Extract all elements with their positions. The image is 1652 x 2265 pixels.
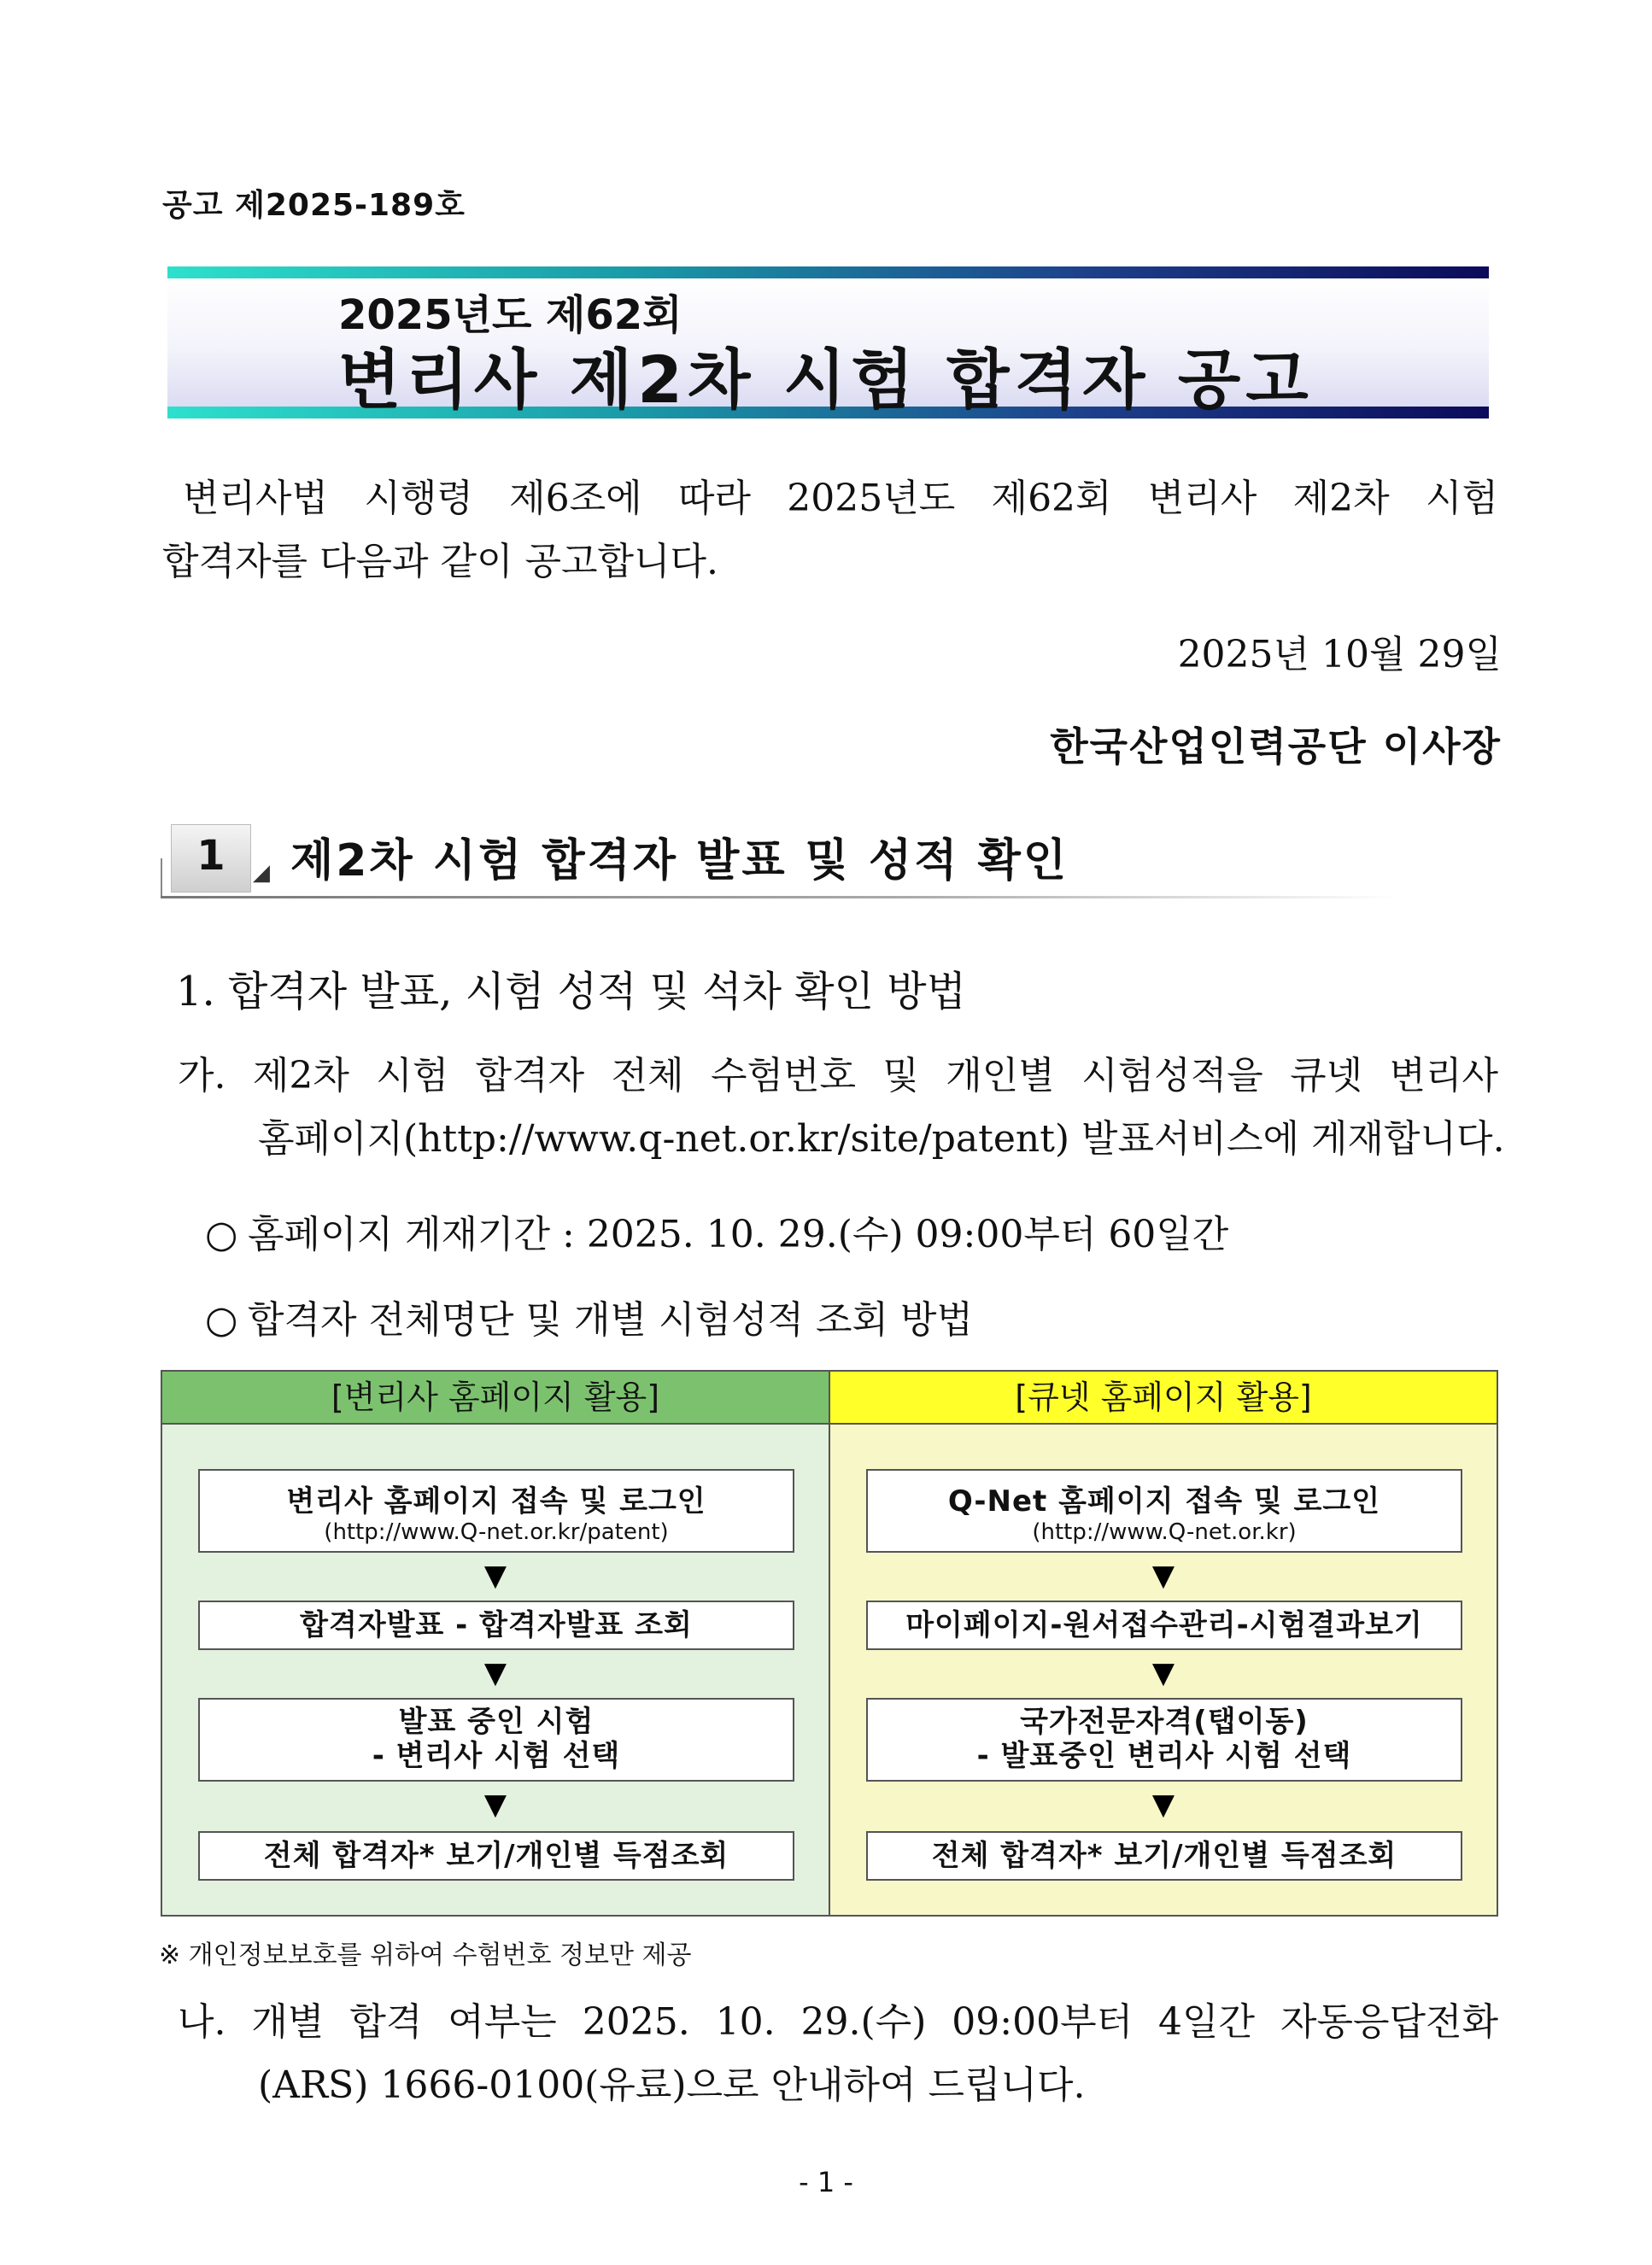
flow-step-select-exam xyxy=(866,1698,1462,1782)
flow-step-url: (http://www.Q-net.or.kr) xyxy=(1032,1519,1297,1545)
flow-step-results xyxy=(198,1601,794,1650)
flow-step-title: 합격자발표 - 합격자발표 조회 xyxy=(300,1608,693,1642)
notice-date: 2025년 10월 29일 xyxy=(1177,633,1502,676)
section-number: 1 xyxy=(196,832,226,880)
section-title: 제2차 시험 합격자 발표 및 성적 확인 xyxy=(290,835,1069,887)
flow-step-title: 전체 합격자* 보기/개인별 득점조회 xyxy=(931,1839,1397,1873)
item-ga-line-2: 홈페이지(http://www.q-net.or.kr/site/patent) 발표서비스에 게재합니다. xyxy=(258,1117,1505,1161)
page-title: 변리사 제2차 시험 합격자 공고 xyxy=(338,342,1314,418)
down-arrow-icon: ▼ xyxy=(483,1559,507,1593)
bullet-lookup-method xyxy=(205,1288,973,1353)
flow-step-title: 마이페이지-원서접수관리-시험결과보기 xyxy=(905,1608,1423,1642)
flow-step-view-scores xyxy=(198,1831,794,1881)
triangle-icon: ◢ xyxy=(253,860,270,886)
flow-step-title: 변리사 홈페이지 접속 및 로그인 xyxy=(286,1484,706,1519)
down-arrow-icon: ▼ xyxy=(483,1656,507,1690)
flow-column-patent-site xyxy=(162,1372,830,1915)
bullet-text: 홈페이지 게재기간 : 2025. 10. 29.(수) 09:00부터 60일간 xyxy=(248,1213,1229,1256)
title-bar-top xyxy=(167,266,1489,278)
flow-column-qnet-site xyxy=(830,1372,1497,1915)
heading-1: 1. 합격자 발표, 시험 성적 및 석차 확인 방법 xyxy=(176,968,967,1015)
flow-step-line-1: 국가전문자격(탭이동) xyxy=(1020,1705,1309,1739)
down-arrow-icon: ▼ xyxy=(1151,1656,1175,1690)
circle-bullet-icon: ○ xyxy=(205,1213,238,1256)
circle-bullet-icon: ○ xyxy=(205,1298,238,1342)
flow-step-view-scores xyxy=(866,1831,1462,1881)
bullet-text: 합격자 전체명단 및 개별 시험성적 조회 방법 xyxy=(248,1298,973,1342)
item-ga-line-1: 가. 제2차 시험 합격자 전체 수험번호 및 개인별 시험성적을 큐넷 변리사 xyxy=(178,1054,1498,1097)
flow-step-title: 전체 합격자* 보기/개인별 득점조회 xyxy=(263,1839,729,1873)
flow-step-line-1: 발표 중인 시험 xyxy=(398,1705,595,1739)
issuer: 한국산업인력공단 이사장 xyxy=(1050,723,1502,770)
intro-line-2: 합격자를 다음과 같이 공고합니다. xyxy=(162,540,718,583)
flow-step-line-2: - 변리사 시험 선택 xyxy=(372,1739,621,1773)
flow-step-login xyxy=(198,1469,794,1553)
flow-step-url: (http://www.Q-net.or.kr/patent) xyxy=(324,1519,669,1545)
notice-number: 공고 제2025-189호 xyxy=(162,188,466,223)
down-arrow-icon: ▼ xyxy=(483,1788,507,1822)
flow-step-line-2: - 발표중인 변리사 시험 선택 xyxy=(976,1739,1352,1773)
flow-header-patent-site: [변리사 홈페이지 활용] xyxy=(162,1372,829,1425)
flow-step-title: Q-Net 홈페이지 접속 및 로그인 xyxy=(947,1484,1381,1519)
flow-header-qnet-site: [큐넷 홈페이지 활용] xyxy=(830,1372,1497,1425)
flow-step-mypage xyxy=(866,1601,1462,1650)
section-header xyxy=(161,824,1399,905)
page-number: - 1 - xyxy=(799,2166,853,2198)
section-number-box xyxy=(171,824,251,893)
intro-line-1: 변리사법 시행령 제6조에 따라 2025년도 제62회 변리사 제2차 시험 xyxy=(183,477,1498,520)
flow-step-select-exam xyxy=(198,1698,794,1782)
title-banner xyxy=(167,266,1489,418)
down-arrow-icon: ▼ xyxy=(1151,1788,1175,1822)
item-na-line-1: 나. 개별 합격 여부는 2025. 10. 29.(수) 09:00부터 4일간 자동응답전화 xyxy=(178,2000,1498,2044)
down-arrow-icon: ▼ xyxy=(1151,1559,1175,1593)
title-subtitle: 2025년도 제62회 xyxy=(338,291,682,339)
lookup-flow-table xyxy=(161,1370,1498,1917)
flow-step-login xyxy=(866,1469,1462,1553)
section-line-vertical xyxy=(161,858,162,896)
item-na-line-2: (ARS) 1666-0100(유료)으로 안내하여 드립니다. xyxy=(258,2063,1086,2107)
section-underline xyxy=(161,896,1399,898)
footnote: ※ 개인정보보호를 위하여 수험번호 정보만 제공 xyxy=(159,1940,692,1970)
bullet-posting-period xyxy=(205,1203,1228,1267)
